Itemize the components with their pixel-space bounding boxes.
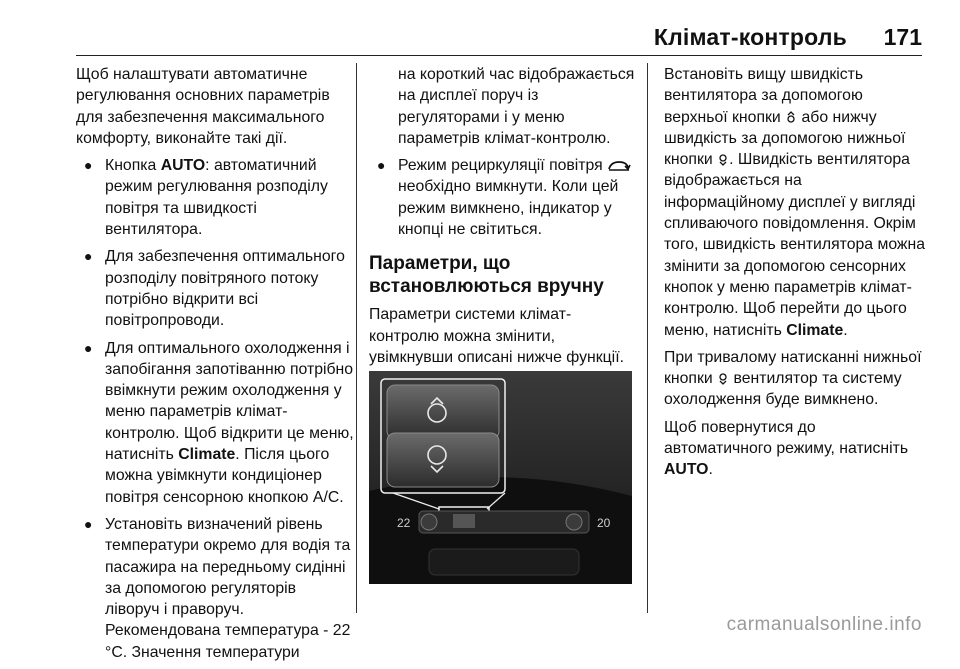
bullet-icon: ● (84, 248, 93, 265)
climate-panel-illustration (369, 371, 632, 584)
climate-keyword: Climate (786, 321, 844, 339)
fan-down-icon (717, 372, 729, 386)
column-2 (369, 64, 637, 404)
column-1 (76, 64, 354, 669)
bullet-icon: ● (377, 157, 386, 174)
fan-down-icon (717, 153, 729, 167)
fan-speed-paragraph: Встановіть вищу швидкість вентилятора за допомогою верхньої кнопки або нижчу швидкість за допомогою нижньої кнопки . Швидкість вентилятора відображається на інформаційному дисплеї у вигляді спливаючого повідомлення. Окрім того, швидкість вентилятора можна змінити за допомогою сенсорних кнопок у меню параметрів клімат-контролю. Щоб перейти до цього меню, натисніть Climate. (664, 66, 926, 339)
column-divider-2 (647, 63, 648, 613)
auto-keyword: AUTO (160, 157, 206, 175)
list-item: ● Установіть визначений рівень температури окремо для водія та пасажира на передньому сидінні за допомогою регуляторів ліворуч і праворуч. Рекомендована температура - 22 °C. Значення температури (84, 515, 351, 661)
list-item: ● Для забезпечення оптимального розподілу повітряного потоку потрібно відкрити всі повітропроводи. (84, 248, 345, 330)
bullet-icon: ● (84, 515, 93, 532)
fan-off-paragraph: При тривалому натисканні нижньої кнопки вентилятор та систему охолодження буде вимкнено. (664, 348, 922, 409)
bullet-list-2 (369, 64, 637, 240)
climate-panel-photo (369, 371, 632, 584)
right-temp-label: 20 (597, 516, 611, 530)
bullet-icon: ● (84, 157, 93, 174)
bullet-icon: ● (84, 339, 93, 356)
auto-keyword: AUTO (664, 461, 709, 479)
page-number: 171 (883, 24, 922, 50)
section-paragraph: Параметри системи клімат-контролю можна змінити, увімкнувши описані нижче функції. (369, 306, 624, 366)
left-temp-label: 22 (397, 516, 411, 530)
fan-up-icon (785, 110, 797, 124)
column-3 (664, 64, 926, 487)
auto-return-paragraph: Щоб повернутися до автоматичного режиму, натисніть AUTO. (664, 418, 909, 479)
bullet-list-1 (76, 155, 354, 663)
list-item: ● Режим рециркуляції повітря необхідно вимкнути. Коли цей режим вимкнено, індикатор у кнопці не світиться. (369, 155, 637, 240)
intro-paragraph: Щоб налаштувати автоматичне регулювання основних параметрів для забезпечення максимального комфорту, виконайте такі дії. (76, 66, 330, 147)
column-divider-1 (356, 63, 357, 613)
climate-keyword: Climate (178, 446, 236, 464)
section-heading: Параметри, що встановлюються вручну (369, 253, 604, 298)
list-item-continued: на короткий час відображається на дисплеї поруч із регуляторами і у меню параметрів клімат-контролю. (398, 66, 635, 147)
recirculation-icon (607, 160, 631, 172)
header-rule (76, 55, 922, 56)
list-item: ● Кнопка AUTO: автоматичний режим регулювання розподілу повітря та швидкості вентилятора. (84, 157, 328, 239)
watermark: carmanualsonline.info (726, 614, 922, 635)
page-title: Клімат-контроль (653, 24, 847, 50)
list-item: ● Для оптимального охолодження і запобігання запотіванню потрібно ввімкнути режим охолодження у меню параметрів клімат-контролю. Щоб відкрити це меню, натисніть Climate. Після цього можна увімкнути кондиціонер повітря сенсорною кнопкою A/C. (84, 339, 354, 506)
